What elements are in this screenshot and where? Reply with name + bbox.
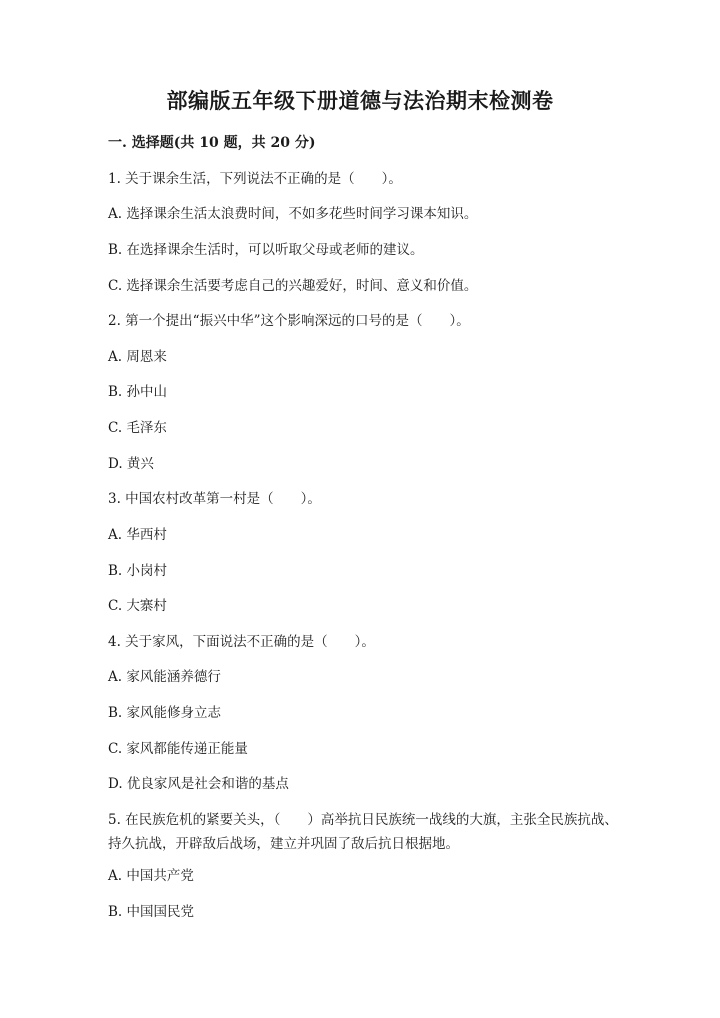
question-4-option-c: C. 家风都能传递正能量 — [108, 741, 248, 757]
question-2-option-c: C. 毛泽东 — [108, 420, 167, 436]
section-heading: 一. 选择题(共 10 题，共 20 分) — [108, 135, 316, 151]
question-4-option-a: A. 家风能涵养德行 — [108, 669, 221, 685]
question-3-stem: 3. 中国农村改革第一村是（ ）。 — [108, 491, 321, 507]
page-title: 部编版五年级下册道德与法治期末检测卷 — [166, 88, 554, 113]
question-2-option-a: A. 周恩来 — [108, 349, 167, 365]
question-2-option-d: D. 黄兴 — [108, 456, 154, 472]
question-2-stem: 2. 第一个提出“振兴中华”这个影响深远的口号的是（ ）。 — [108, 313, 470, 329]
question-4-option-d: D. 优良家风是社会和谐的基点 — [108, 776, 289, 792]
question-4-stem: 4. 关于家风，下面说法不正确的是（ ）。 — [108, 634, 375, 650]
question-5-stem: 5. 在民族危机的紧要关头，（ ）高举抗日民族统一战线的大旗，主张全民族抗战、持久抗战，开辟敌后战场，建立并巩固了敌后抗日根据地。 — [108, 812, 618, 852]
question-1-option-b: B. 在选择课余生活时，可以听取父母或老师的建议。 — [108, 242, 424, 258]
question-3-option-a: A. 华西村 — [108, 527, 167, 543]
question-5-option-a: A. 中国共产党 — [108, 868, 194, 884]
question-1-option-c: C. 选择课余生活要考虑自己的兴趣爱好，时间、意义和价值。 — [108, 278, 478, 294]
question-1-option-a: A. 选择课余生活太浪费时间，不如多花些时间学习课本知识。 — [108, 206, 478, 222]
question-5-option-b: B. 中国国民党 — [108, 904, 195, 920]
question-3-option-b: B. 小岗村 — [108, 563, 168, 579]
question-4-option-b: B. 家风能修身立志 — [108, 705, 222, 721]
question-2-option-b: B. 孙中山 — [108, 384, 168, 400]
question-3-option-c: C. 大寨村 — [108, 598, 167, 614]
question-1-stem: 1. 关于课余生活，下列说法不正确的是（ ）。 — [108, 171, 402, 187]
